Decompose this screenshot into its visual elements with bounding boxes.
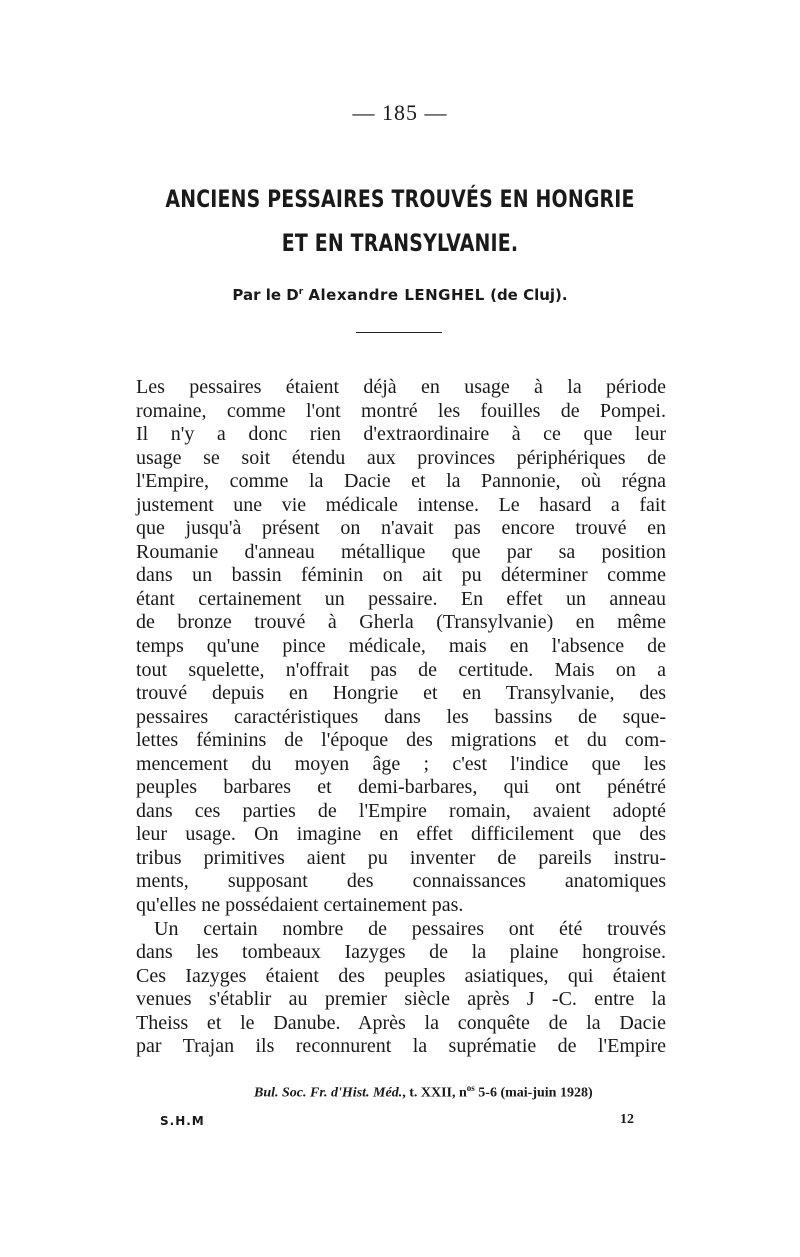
body-line: Il n'y a donc rien d'extraordinaire à ce que leur [136, 423, 666, 446]
body-line: venues s'établir au premier siècle après J -C. entre la [136, 988, 666, 1011]
body-line: l'Empire, comme la Dacie et la Pannonie, où régna [136, 470, 666, 493]
citation-volume: , t. XXII, n [402, 1085, 467, 1101]
author-location: (de Cluj). [490, 286, 568, 304]
body-line: ments, supposant des connaissances anatomiques [136, 870, 666, 893]
page-number: — 185 — [352, 100, 448, 125]
body-line: tout squelette, n'offrait pas de certitude. Mais on a [136, 658, 666, 681]
body-line: Roumanie d'anneau métallique que par sa position [136, 540, 666, 563]
byline-sup: r [298, 287, 304, 297]
article-title-line-1: ANCIENS PESSAIRES TROUVÉS EN HONGRIE [165, 185, 635, 213]
body-line: étant certainement un pessaire. En effet un anneau [136, 587, 666, 610]
body-line: dans les tombeaux Iazyges de la plaine hongroise. [136, 941, 666, 964]
citation-issue: 5-6 (mai-juin 1928) [474, 1085, 593, 1101]
body-line: usage se soit étendu aux provinces périphériques de [136, 446, 666, 469]
body-line: justement une vie médicale intense. Le hasard a fait [136, 493, 666, 516]
body-line: dans ces parties de l'Empire romain, avaient adopté [136, 799, 666, 822]
body-line: Un certain nombre de pessaires ont été trouvés [154, 917, 666, 940]
byline-prefix: Par le D [232, 286, 299, 304]
article-title-line-2: ET EN TRANSYLVANIE. [281, 229, 519, 257]
author-byline [0, 286, 800, 304]
body-line: Les pessaires étaient déjà en usage à la période [136, 376, 666, 398]
author-name: Alexandre LENGHEL [308, 286, 485, 304]
article-body [136, 376, 666, 1059]
body-line: trouvé depuis en Hongrie et en Transylvanie, des [136, 682, 666, 705]
citation-footnote [254, 1083, 644, 1102]
footer-sheet-number: 12 [620, 1112, 634, 1127]
body-line: dans un bassin féminin on ait pu déterminer comme [136, 564, 666, 587]
body-line: pessaires caractéristiques dans les bassins de sque- [136, 705, 666, 728]
body-line: peuples barbares et demi-barbares, qui ont pénétré [136, 776, 666, 799]
body-line: leur usage. On imagine en effet difficilement que des [136, 823, 666, 846]
body-line: tribus primitives aient pu inventer de pareils instru- [136, 846, 666, 869]
body-line: temps qu'une pince médicale, mais en l'absence de [136, 635, 666, 658]
body-line: Ces Iazyges étaient des peuples asiatiques, qui étaient [136, 964, 666, 987]
body-line: qu'elles ne possédaient certainement pas. [136, 894, 464, 917]
body-line: mencement du moyen âge ; c'est l'indice que les [136, 752, 666, 775]
body-line: lettes féminins de l'époque des migrations et du com- [136, 729, 666, 752]
citation-sup: os [466, 1083, 475, 1093]
body-line: par Trajan ils reconnurent la suprématie de l'Empire [136, 1035, 666, 1058]
body-line: que jusqu'à présent on n'avait pas encore trouvé en [136, 517, 666, 540]
body-line: Theiss et le Danube. Après la conquête de la Dacie [136, 1011, 666, 1034]
footer-signature: S.H.M [160, 1114, 205, 1128]
citation-journal: Bul. Soc. Fr. d'Hist. Méd. [254, 1085, 403, 1101]
title-divider [356, 332, 442, 333]
body-line: romaine, comme l'ont montré les fouilles de Pompei. [136, 399, 666, 422]
body-line: de bronze trouvé à Gherla (Transylvanie) en même [136, 611, 666, 634]
